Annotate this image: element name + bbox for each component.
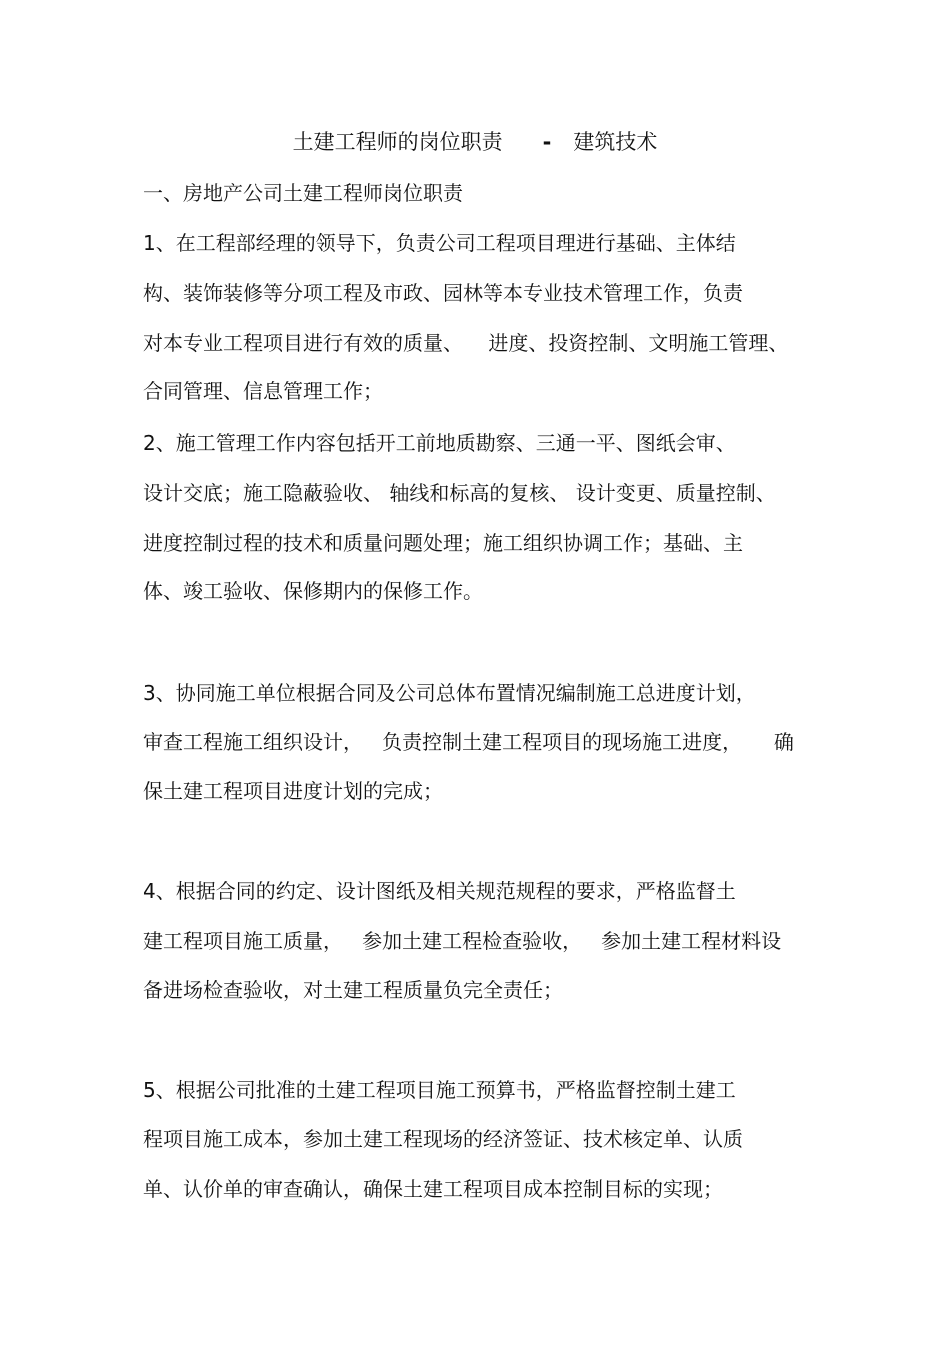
title-main: 土建工程师的岗位职责 — [292, 130, 503, 154]
paragraph-5-line-1: 5、根据公司批准的土建工程项目施工预算书，严格监督控制土建工 — [143, 1078, 736, 1102]
paragraph-5-line-2: 程项目施工成本，参加土建工程现场的经济签证、技术核定单、认质 — [143, 1127, 743, 1151]
paragraph-2-line-2: 设计交底；施工隐蔽验收、 轴线和标高的复核、 设计变更、质量控制、 — [143, 481, 776, 505]
paragraph-3-line-3: 保土建工程项目进度计划的完成； — [143, 779, 443, 803]
document-title — [0, 128, 950, 156]
paragraph-1-line-3: 对本专业工程项目进行有效的质量、 进度、投资控制、文明施工管理、 — [143, 331, 789, 355]
paragraph-3-line-1: 3、协同施工单位根据合同及公司总体布置情况编制施工总进度计划， — [143, 681, 756, 705]
paragraph-4-line-2: 建工程项目施工质量， 参加土建工程检查验收， 参加土建工程材料设 — [143, 929, 782, 953]
paragraph-2-line-3: 进度控制过程的技术和质量问题处理；施工组织协调工作；基础、主 — [143, 531, 743, 555]
title-sub: 建筑技术 — [573, 130, 658, 154]
title-separator: - — [542, 130, 552, 154]
section-heading: 一、房地产公司土建工程师岗位职责 — [143, 181, 463, 205]
paragraph-1-line-2: 构、装饰装修等分项工程及市政、园林等本专业技术管理工作，负责 — [143, 281, 743, 305]
paragraph-3-line-2: 审查工程施工组织设计， 负责控制土建工程项目的现场施工进度， 确 — [143, 730, 794, 754]
paragraph-4-line-1: 4、根据合同的约定、设计图纸及相关规范规程的要求，严格监督土 — [143, 879, 736, 903]
paragraph-4-line-3: 备进场检查验收，对土建工程质量负完全责任； — [143, 978, 563, 1002]
paragraph-1-line-4: 合同管理、信息管理工作； — [143, 379, 383, 403]
paragraph-1-line-1: 1、在工程部经理的领导下，负责公司工程项目理进行基础、主体结 — [143, 231, 736, 255]
paragraph-2-line-4: 体、竣工验收、保修期内的保修工作。 — [143, 579, 483, 603]
paragraph-5-line-3: 单、认价单的审查确认，确保土建工程项目成本控制目标的实现； — [143, 1177, 723, 1201]
paragraph-2-line-1: 2、施工管理工作内容包括开工前地质勘察、三通一平、图纸会审、 — [143, 431, 736, 455]
